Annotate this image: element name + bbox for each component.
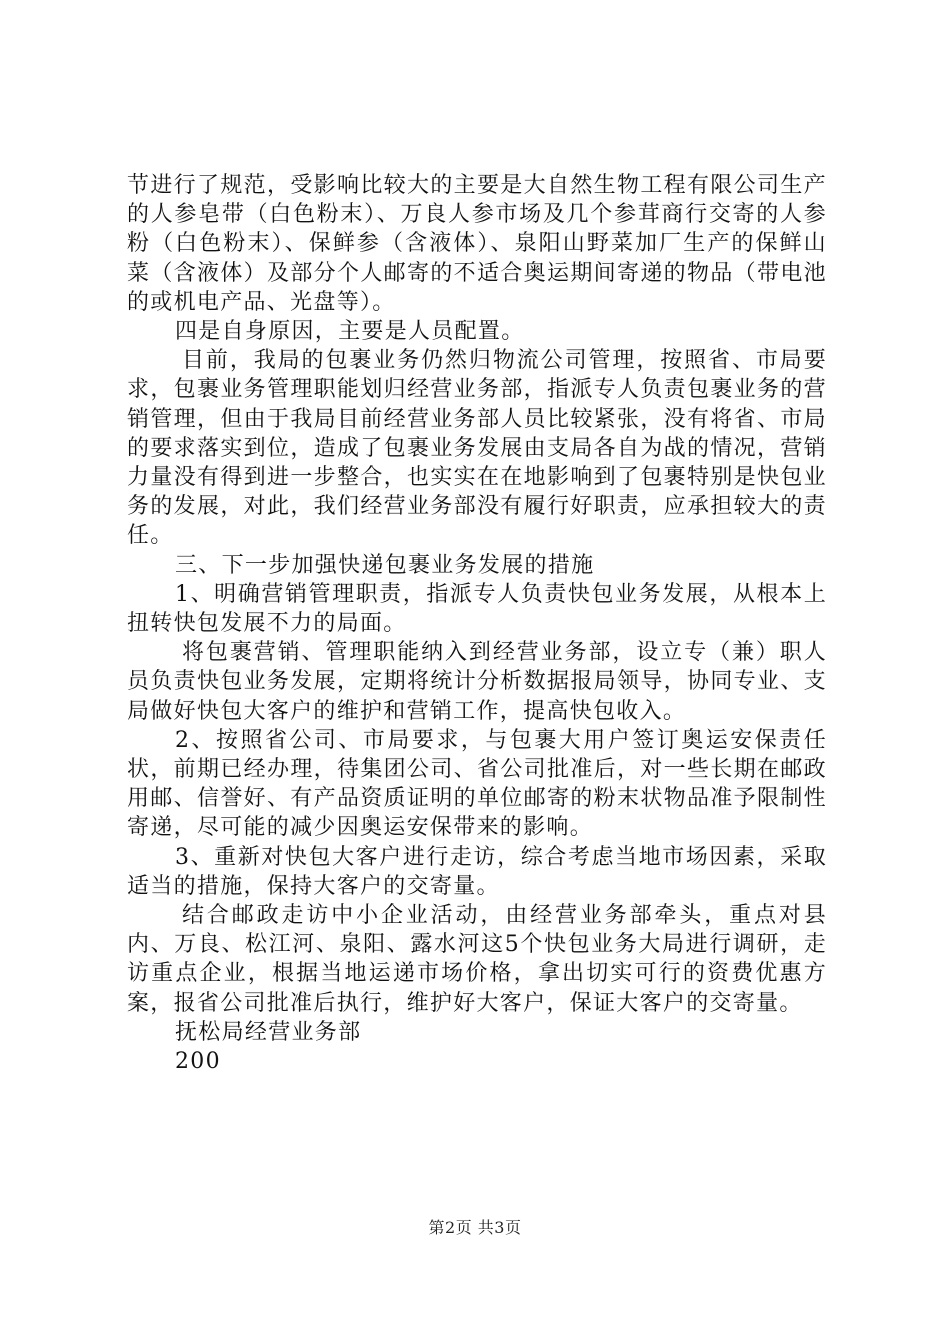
paragraph-measure-three-detail: 结合邮政走访中小企业活动，由经营业务部牵头，重点对县内、万良、松江河、泉阳、露水河这5个快包业务大局进行调研，走访重点企业，根据当地运递市场价格，拿出切实可行的资费优惠方案，报省公司批准后执行，维护好大客户，保证大客户的交寄量。: [127, 903, 827, 1016]
paragraph-measure-two: 2、按照省公司、市局要求，与包裹大用户签订奥运安保责任状，前期已经办理，待集团公司、省公司批准后，对一些长期在邮政用邮、信誉好、有产品资质证明的单位邮寄的粉末状物品准予限制性寄递，尽可能的减少因奥运安保带来的影响。: [127, 727, 827, 841]
section-heading-measures: 三、下一步加强快递包裹业务发展的措施: [175, 552, 595, 578]
page-number-footer: 第2页 共3页: [428, 1218, 522, 1237]
paragraph-measure-one: 1、明确营销管理职责，指派专人负责快包业务发展，从根本上扭转快包发展不力的局面。: [127, 581, 827, 637]
paragraph-regulation-impact: 节进行了规范，受影响比较大的主要是大自然生物工程有限公司生产的人参皂带（白色粉末）、万良人参市场及几个参茸商行交寄的人参粉（白色粉末）、保鲜参（含液体）、泉阳山野菜加厂生产的保鲜山菜（含液体）及部分个人邮寄的不适合奥运期间寄递的物品（带电池的或机电产品、光盘等）。: [127, 173, 827, 315]
signature-department: 抚松局经营业务部: [175, 1019, 362, 1045]
document-body: [127, 171, 827, 1076]
paragraph-measure-three: 3、重新对快包大客户进行走访，综合考虑当地市场因素，采取适当的措施，保持大客户的交寄量。: [127, 844, 827, 899]
paragraph-measure-one-detail: 将包裹营销、管理职能纳入到经营业务部，设立专（兼）职人员负责快包业务发展，定期将统计分析数据报局领导，协同专业、支局做好快包大客户的维护和营销工作，提高快包收入。: [127, 640, 827, 724]
paragraph-reason-four: 四是自身原因，主要是人员配置。: [175, 319, 525, 345]
signature-date: 200: [175, 1049, 221, 1075]
paragraph-current-situation: 目前，我局的包裹业务仍然归物流公司管理，按照省、市局要求，包裹业务管理职能划归经营业务部，指派专人负责包裹业务的营销管理，但由于我局目前经营业务部人员比较紧张，没有将省、市局的要求落实到位，造成了包裹业务发展由支局各自为战的情况，营销力量没有得到进一步整合，也实实在在地影响到了包裹特别是快包业务的发展，对此，我们经营业务部没有履行好职责，应承担较大的责任。: [127, 348, 827, 549]
